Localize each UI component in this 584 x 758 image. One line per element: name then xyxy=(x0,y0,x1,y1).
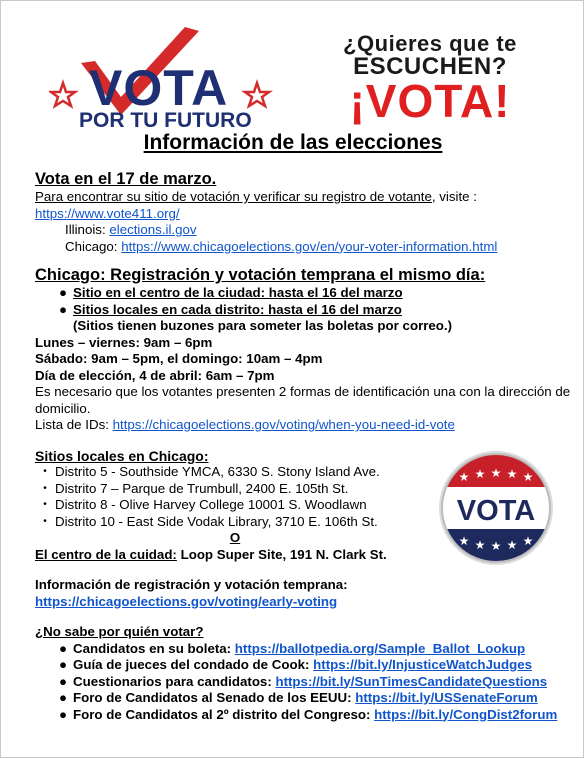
bullet-text: Sitios locales en cada distrito: hasta el 16 del marzo xyxy=(73,301,402,317)
main-content xyxy=(35,169,575,723)
who-label: Cuestionarios para candidatos: xyxy=(73,673,276,689)
site-text: Distrito 8 - Olive Harvey College 10001 S. Woodlawn xyxy=(55,497,367,512)
list-item xyxy=(53,707,575,724)
bullet-icon: • xyxy=(43,499,47,510)
list-item xyxy=(53,285,575,302)
judges-link[interactable]: https://bit.ly/InjusticeWatchJudges xyxy=(313,657,533,672)
vota-badge xyxy=(437,449,555,567)
intro-text: Para encontrar su sitio de votación y verificar su registro de votante xyxy=(35,189,432,204)
bullet-icon: • xyxy=(43,515,47,527)
bullet-icon: ● xyxy=(58,657,68,672)
bullet-icon: ● xyxy=(58,706,68,722)
hours-weekday: Lunes – viernes: 9am – 6pm xyxy=(35,334,213,350)
bullet-icon: ● xyxy=(58,690,68,705)
who-label: Foro de Candidatos al 2º distrito del Congreso: xyxy=(73,706,375,722)
list-item xyxy=(53,690,575,707)
site-text: Distrito 5 - Southside YMCA, 6330 S. Stony Island Ave. xyxy=(55,464,380,479)
who-label: Guía de jueces del condado de Cook: xyxy=(73,657,314,672)
bullet-icon: • xyxy=(43,466,47,477)
same-day-note: (Sitios tienen buzones para someter las boletas por correo.) xyxy=(73,318,453,333)
hours-weekend: Sábado: 9am – 5pm, el domingo: 10am – 4pm xyxy=(35,351,323,366)
list-item xyxy=(53,641,575,658)
site-text: Distrito 10 - East Side Vodak Library, 3710 E. 106th St. xyxy=(55,513,378,529)
bullet-icon: • xyxy=(43,482,47,494)
bullet-icon: ● xyxy=(58,673,68,689)
or-divider: O xyxy=(229,530,241,545)
id-list-line xyxy=(35,417,575,434)
svg-text:★: ★ xyxy=(490,539,502,553)
id-list-link[interactable]: https://chicagoelections.gov/voting/when-you-need-id-vote xyxy=(112,417,455,432)
list-item xyxy=(53,302,575,319)
bullet-icon: ● xyxy=(58,301,68,317)
id-requirement-text: Es necesario que los votantes presenten 2 formas de identificación una con la dirección de domicilio. xyxy=(35,384,571,416)
questionnaires-link[interactable]: https://bit.ly/SunTimesCandidateQuestions xyxy=(275,673,548,689)
logo-futuro-text: POR TU FUTURO xyxy=(79,109,252,131)
logo-escuchen-line: ESCUCHEN? xyxy=(353,53,507,80)
who-heading: ¿No sabe por quién votar? xyxy=(35,624,204,639)
svg-text:★: ★ xyxy=(474,538,486,552)
who-label: Foro de Candidatos al Senado de los EEUU: xyxy=(73,690,356,705)
local-sites-heading: Sitios locales en Chicago: xyxy=(35,447,209,464)
svg-text:★: ★ xyxy=(474,467,486,481)
ballotpedia-link[interactable]: https://ballotpedia.org/Sample_Ballot_Lookup xyxy=(234,640,526,656)
vote411-link[interactable]: https://www.vote411.org/ xyxy=(35,205,180,221)
site-text: Distrito 7 – Parque de Trumbull, 2400 E. 105th St. xyxy=(55,480,349,496)
svg-text:★: ★ xyxy=(458,534,470,548)
same-day-bullets xyxy=(35,285,575,335)
intro-suffix: , visite : xyxy=(431,189,477,204)
svg-text:★: ★ xyxy=(458,470,470,484)
vota-por-tu-futuro-logo xyxy=(49,23,279,131)
illinois-link[interactable]: elections.il.gov xyxy=(109,222,197,237)
svg-text:★: ★ xyxy=(506,538,518,552)
bullet-text: Sitio en el centro de la ciudad: hasta el 16 del marzo xyxy=(73,285,403,300)
quieres-que-te-escuchen-logo xyxy=(321,31,539,127)
svg-text:★: ★ xyxy=(522,470,534,484)
list-item xyxy=(53,674,575,691)
congress-forum-link[interactable]: https://bit.ly/CongDist2forum xyxy=(374,706,558,722)
logo-quieres-line: ¿Quieres que te xyxy=(343,31,517,56)
logo-vota-text: VOTA xyxy=(89,60,229,116)
svg-text:★: ★ xyxy=(522,534,534,548)
chicago-line xyxy=(35,239,575,256)
list-item xyxy=(53,657,575,674)
downtown-label: El centro de la cuidad: xyxy=(35,546,177,562)
id-list-label: Lista de IDs: xyxy=(35,417,113,432)
bullet-icon: ● xyxy=(58,285,68,300)
svg-text:★: ★ xyxy=(490,466,502,480)
hours-election-day: Día de elección, 4 de abril: 6am – 7pm xyxy=(35,367,275,383)
downtown-value: Loop Super Site, 191 N. Clark St. xyxy=(176,546,387,562)
early-voting-heading: Información de registración y votación temprana: xyxy=(35,577,348,592)
badge-vota-text: VOTA xyxy=(456,495,536,527)
senate-forum-link[interactable]: https://bit.ly/USSenateForum xyxy=(355,690,538,705)
vote-date-heading: Vota en el 17 de marzo. xyxy=(35,170,217,188)
early-voting-link[interactable]: https://chicagoelections.gov/voting/early-voting xyxy=(35,593,338,609)
svg-text:★: ★ xyxy=(506,467,518,481)
chicago-link[interactable]: https://www.chicagoelections.gov/en/your-voter-information.html xyxy=(121,238,498,254)
vote-date-intro xyxy=(35,189,575,206)
who-label: Candidatos en su boleta: xyxy=(73,640,235,656)
chicago-label: Chicago: xyxy=(65,238,122,254)
page-title: Información de las elecciones xyxy=(143,131,443,154)
same-day-heading: Chicago: Registración y votación temprana el mismo día: xyxy=(35,266,486,284)
illinois-line xyxy=(35,222,575,239)
logo-vota-line: ¡VOTA! xyxy=(349,75,511,127)
who-list xyxy=(35,641,575,724)
illinois-label: Illinois: xyxy=(65,222,110,237)
bullet-icon: ● xyxy=(58,640,68,656)
